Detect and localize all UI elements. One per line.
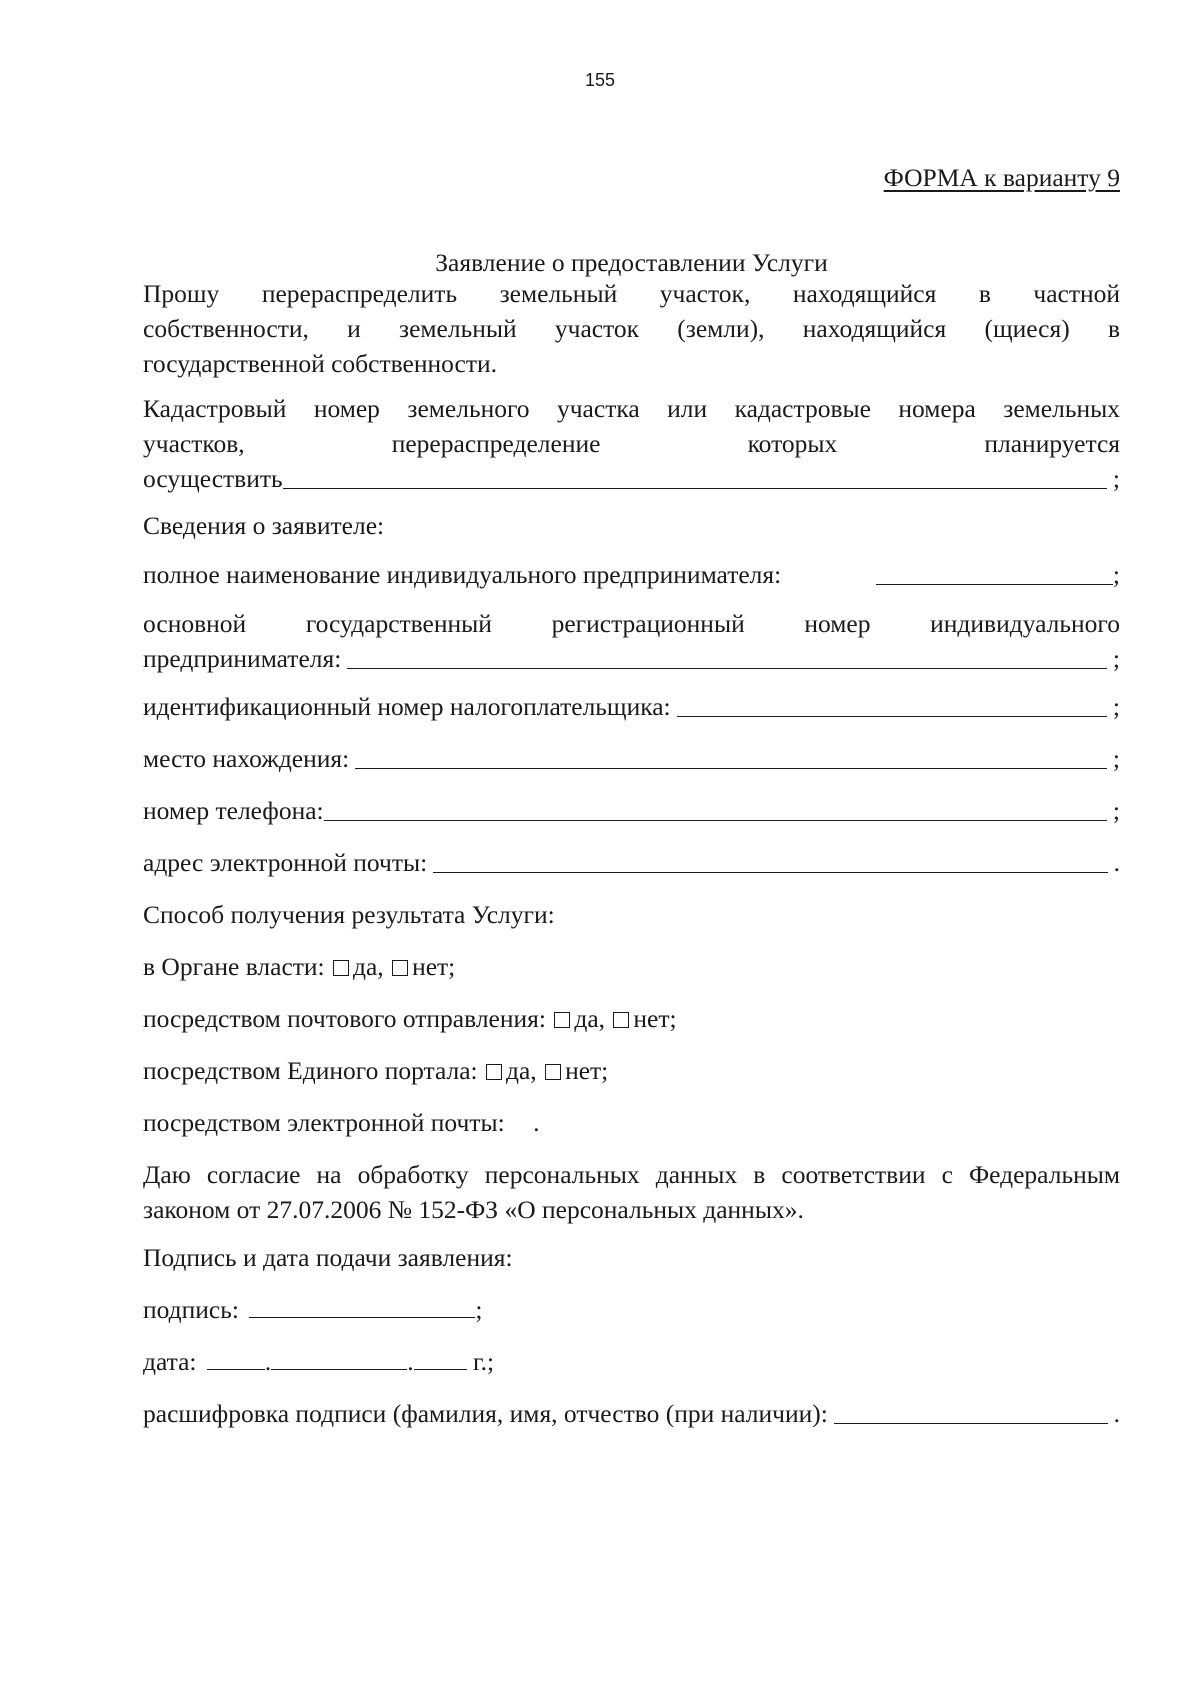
email-field: адрес электронной почты: . xyxy=(143,848,1120,877)
location-field: место нахождения: ; xyxy=(143,744,1120,773)
date-year-blank[interactable] xyxy=(414,1368,467,1370)
authority-option: в Органе власти: да, нет; xyxy=(143,952,456,981)
consent-line-2: законом от 27.07.2006 № 152-ФЗ «О персональных данных». xyxy=(143,1195,804,1224)
post-yes-checkbox[interactable] xyxy=(554,1012,570,1028)
signature-heading: Подпись и дата подачи заявления: xyxy=(143,1243,513,1272)
cadastral-field: осуществить ; xyxy=(143,464,1120,493)
ogrn-blank[interactable] xyxy=(347,667,1107,669)
authority-no-checkbox[interactable] xyxy=(392,960,408,976)
inn-field: идентификационный номер налогоплательщика: ; xyxy=(143,692,1120,721)
authority-yes-checkbox[interactable] xyxy=(333,960,349,976)
signature-decode-field: расшифровка подписи (фамилия, имя, отчество (при наличии): . xyxy=(143,1399,1120,1428)
portal-option: посредством Единого портала: да, нет; xyxy=(143,1056,609,1085)
signature-decode-blank[interactable] xyxy=(834,1422,1108,1424)
consent-line-1: Даю согласие на обработку персональных данных в соответствии с Федеральным xyxy=(143,1160,1120,1189)
post-option: посредством почтового отправления: да, нет; xyxy=(143,1004,677,1033)
cadastral-line-2: участков, перераспределение которых планируется xyxy=(143,429,1120,458)
full-name-field: полное наименование индивидуального предпринимателя: ; xyxy=(143,560,1120,589)
date-month-blank[interactable] xyxy=(271,1368,407,1370)
date-day-blank[interactable] xyxy=(207,1368,265,1370)
email-blank[interactable] xyxy=(433,871,1107,873)
location-blank[interactable] xyxy=(355,767,1107,769)
cadastral-line-1: Кадастровый номер земельного участка или кадастровые номера земельных xyxy=(143,394,1120,423)
request-line-2: собственности, и земельный участок (земли), находящийся (щиеся) в xyxy=(143,314,1120,343)
form-label: ФОРМА к варианту 9 xyxy=(883,163,1120,192)
consent-paragraph xyxy=(143,1157,1120,1227)
post-no-checkbox[interactable] xyxy=(613,1012,629,1028)
inn-blank[interactable] xyxy=(677,715,1107,717)
phone-field: номер телефона: ; xyxy=(143,796,1120,825)
full-name-blank[interactable] xyxy=(876,583,1113,585)
page-number: 155 xyxy=(584,70,616,90)
ogrn-field: основной государственный регистрационный номер индивидуального предпринимателя: ; xyxy=(143,609,1120,673)
date-field: дата: . . г.; xyxy=(143,1347,495,1376)
request-line-3: государственной собственности. xyxy=(143,349,497,378)
cadastral-paragraph xyxy=(143,391,1120,496)
email-option: посредством электронной почты: . xyxy=(143,1108,540,1137)
portal-no-checkbox[interactable] xyxy=(545,1064,561,1080)
portal-yes-checkbox[interactable] xyxy=(486,1064,502,1080)
applicant-heading: Сведения о заявителе: xyxy=(143,511,385,540)
signature-blank[interactable] xyxy=(249,1316,475,1318)
request-line-1: Прошу перераспределить земельный участок, находящийся в частной xyxy=(143,279,1121,308)
phone-blank[interactable] xyxy=(324,819,1107,821)
document-title: Заявление о предоставлении Услуги xyxy=(435,248,828,277)
signature-field: подпись: ; xyxy=(143,1295,483,1324)
cadastral-number-blank[interactable] xyxy=(283,487,1107,489)
request-paragraph xyxy=(143,276,1120,381)
result-method-heading: Способ получения результата Услуги: xyxy=(143,900,555,929)
